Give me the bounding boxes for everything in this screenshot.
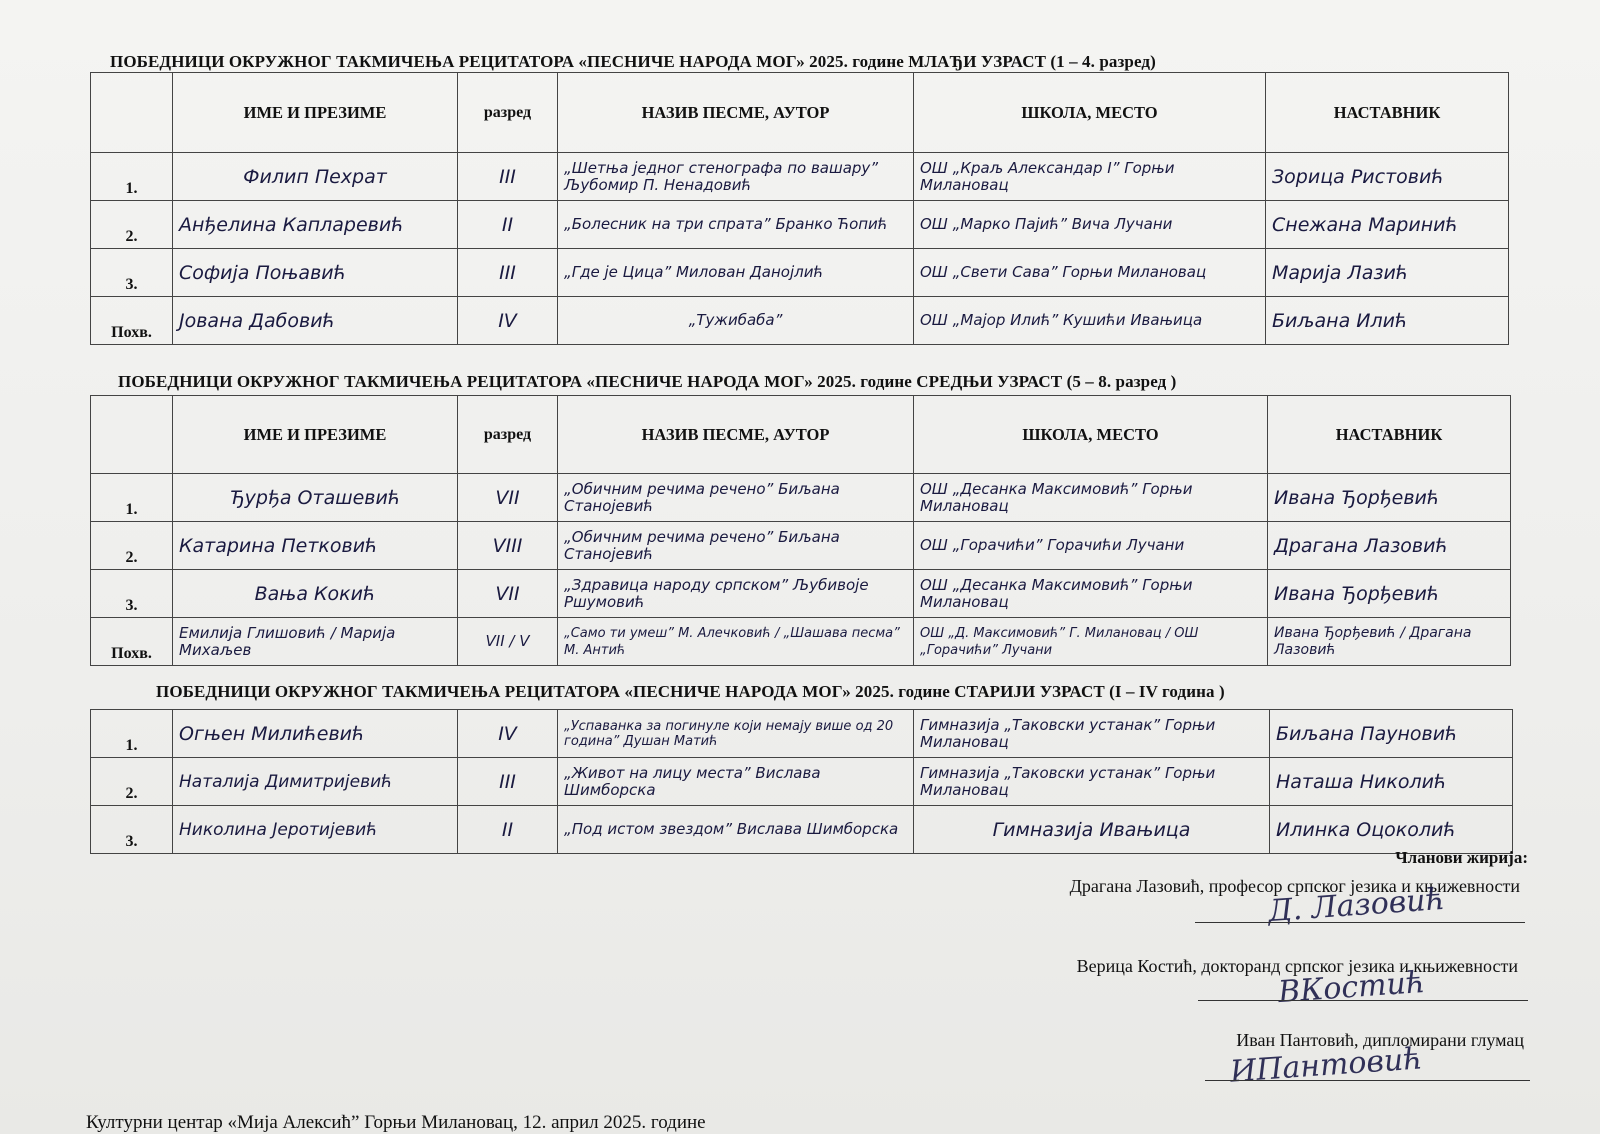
poem-cell: „Где је Цица” Милован Данојлић: [558, 249, 914, 297]
school-cell: ОШ „Горачићи” Горачићи Лучани: [914, 522, 1268, 570]
header-name: ИМЕ И ПРЕЗИМЕ: [173, 73, 458, 153]
grade-cell: III: [458, 153, 558, 201]
table-row: [91, 618, 1511, 666]
header-grade: разред: [458, 73, 558, 153]
jury-title: Чланови жирија:: [1395, 848, 1528, 867]
teacher-cell: Марија Лазић: [1266, 249, 1509, 297]
poem-cell: „Успаванка за погинуле који немају више од 20 година” Душан Матић: [558, 710, 914, 758]
school-cell: Гимназија „Таковски устанак” Горњи Милановац: [914, 710, 1270, 758]
signature-line: [1195, 922, 1525, 923]
teacher-cell: Драгана Лазовић: [1268, 522, 1511, 570]
grade-cell: III: [458, 758, 558, 806]
table-row: [91, 522, 1511, 570]
table-row: [91, 806, 1513, 854]
section-title-junior: ПОБЕДНИЦИ ОКРУЖНОГ ТАКМИЧЕЊА РЕЦИТАТОРА «ПЕСНИЧЕ НАРОДА МОГ» 2025. године МЛАЂИ УЗРАСТ (1 – 4. разред): [110, 52, 1156, 71]
grade-cell: IV: [458, 297, 558, 345]
place-cell: 1.: [91, 153, 173, 201]
grade-cell: VII: [458, 570, 558, 618]
place-cell: 2.: [91, 201, 173, 249]
grade-cell: VII / V: [458, 618, 558, 666]
school-cell: ОШ „Марко Пајић” Вича Лучани: [914, 201, 1266, 249]
name-cell: Јована Дабовић: [173, 297, 458, 345]
teacher-cell: Биљана Илић: [1266, 297, 1509, 345]
jury-signature-1: Д. Лазовић: [1266, 881, 1446, 930]
table-row: [91, 474, 1511, 522]
header-name: ИМЕ И ПРЕЗИМЕ: [173, 396, 458, 474]
name-cell: Вања Кокић: [173, 570, 458, 618]
jury-member-2: Верица Костић, докторанд српског језика и књижевности: [1076, 956, 1518, 976]
school-cell: ОШ „Д. Максимовић” Г. Милановац / ОШ „Горачићи” Лучани: [914, 618, 1268, 666]
teacher-cell: Ивана Ђорђевић: [1268, 474, 1511, 522]
school-cell: Гимназија „Таковски устанак” Горњи Милановац: [914, 758, 1270, 806]
section-title-senior: ПОБЕДНИЦИ ОКРУЖНОГ ТАКМИЧЕЊА РЕЦИТАТОРА «ПЕСНИЧЕ НАРОДА МОГ» 2025. године СТАРИЈИ УЗРАСТ (I – IV година ): [156, 682, 1225, 701]
poem-cell: „Обичним речима речено” Биљана Станојевић: [558, 522, 914, 570]
school-cell: Гимназија Ивањица: [914, 806, 1270, 854]
poem-cell: „Обичним речима речено” Биљана Станојевић: [558, 474, 914, 522]
table-row: [91, 710, 1513, 758]
name-cell: Николина Јеротијевић: [173, 806, 458, 854]
teacher-cell: Снежана Маринић: [1266, 201, 1509, 249]
grade-cell: II: [458, 806, 558, 854]
teacher-cell: Зорица Ристовић: [1266, 153, 1509, 201]
school-cell: ОШ „Десанка Максимовић” Горњи Милановац: [914, 474, 1268, 522]
table-row: [91, 153, 1509, 201]
header-school: ШКОЛА, МЕСТО: [914, 396, 1268, 474]
table-row: [91, 570, 1511, 618]
header-place: [91, 396, 173, 474]
grade-cell: IV: [458, 710, 558, 758]
header-poem: НАЗИВ ПЕСМЕ, АУТОР: [558, 73, 914, 153]
table-header-row: [91, 396, 1511, 474]
header-teacher: НАСТАВНИК: [1268, 396, 1511, 474]
grade-cell: VII: [458, 474, 558, 522]
place-cell: 1.: [91, 710, 173, 758]
jury-member-1: Драгана Лазовић, професор српског језика и књижевности: [1069, 876, 1520, 896]
place-cell: 3.: [91, 249, 173, 297]
table-header-row: [91, 73, 1509, 153]
name-cell: Софија Поњавић: [173, 249, 458, 297]
poem-cell: „Болесник на три спрата” Бранко Ћопић: [558, 201, 914, 249]
jury-member-3: Иван Пантовић, дипломирани глумац: [1236, 1030, 1524, 1050]
school-cell: ОШ „Мајор Илић” Кушићи Ивањица: [914, 297, 1266, 345]
name-cell: Огњен Милићевић: [173, 710, 458, 758]
place-cell: Похв.: [91, 297, 173, 345]
name-cell: Наталија Димитријевић: [173, 758, 458, 806]
poem-cell: „Под истом звездом” Вислава Шимборска: [558, 806, 914, 854]
place-cell: 3.: [91, 806, 173, 854]
header-place: [91, 73, 173, 153]
teacher-cell: Ивана Ђорђевић: [1268, 570, 1511, 618]
signature-line: [1205, 1080, 1530, 1081]
jury-signature-2: ВКостић: [1276, 964, 1427, 1011]
table-row: [91, 758, 1513, 806]
poem-cell: „Само ти умеш” М. Алечковић / „Шашава песма” М. Антић: [558, 618, 914, 666]
grade-cell: VIII: [458, 522, 558, 570]
place-cell: 3.: [91, 570, 173, 618]
poem-cell: „Живот на лицу места” Вислава Шимборска: [558, 758, 914, 806]
name-cell: Анђелина Капларевић: [173, 201, 458, 249]
table-row: [91, 297, 1509, 345]
results-table-junior: [90, 72, 1509, 345]
school-cell: ОШ „Краљ Александар I” Горњи Милановац: [914, 153, 1266, 201]
name-cell: Филип Пехрат: [173, 153, 458, 201]
school-cell: ОШ „Десанка Максимовић” Горњи Милановац: [914, 570, 1268, 618]
header-school: ШКОЛА, МЕСТО: [914, 73, 1266, 153]
table-row: [91, 201, 1509, 249]
place-cell: Похв.: [91, 618, 173, 666]
place-cell: 1.: [91, 474, 173, 522]
jury-signature-3: ИПантовић: [1229, 1041, 1424, 1090]
place-cell: 2.: [91, 522, 173, 570]
teacher-cell: Биљана Пауновић: [1270, 710, 1513, 758]
results-table-middle: [90, 395, 1511, 666]
table-row: [91, 249, 1509, 297]
teacher-cell: Илинка Оцоколић: [1270, 806, 1513, 854]
header-poem: НАЗИВ ПЕСМЕ, АУТОР: [558, 396, 914, 474]
teacher-cell: Ивана Ђорђевић / Драгана Лазовић: [1268, 618, 1511, 666]
poem-cell: „Шетња једног стенографа по вашару” Љубомир П. Ненадовић: [558, 153, 914, 201]
grade-cell: II: [458, 201, 558, 249]
header-grade: разред: [458, 396, 558, 474]
grade-cell: III: [458, 249, 558, 297]
header-teacher: НАСТАВНИК: [1266, 73, 1509, 153]
section-title-middle: ПОБЕДНИЦИ ОКРУЖНОГ ТАКМИЧЕЊА РЕЦИТАТОРА «ПЕСНИЧЕ НАРОДА МОГ» 2025. године СРЕДЊИ УЗРАСТ (5 – 8. разред ): [118, 372, 1177, 391]
name-cell: Катарина Петковић: [173, 522, 458, 570]
name-cell: Емилија Глишовић / Марија Михаљев: [173, 618, 458, 666]
poem-cell: „Здравица народу српском” Љубивоје Ршумовић: [558, 570, 914, 618]
signature-line: [1198, 1000, 1528, 1001]
poem-cell: „Тужибаба”: [558, 297, 914, 345]
name-cell: Ђурђа Оташевић: [173, 474, 458, 522]
school-cell: ОШ „Свети Сава” Горњи Милановац: [914, 249, 1266, 297]
teacher-cell: Наташа Николић: [1270, 758, 1513, 806]
place-cell: 2.: [91, 758, 173, 806]
results-table-senior: [90, 709, 1513, 854]
footer-place-date: Културни центар «Мија Алексић” Горњи Милановац, 12. април 2025. године: [86, 1112, 706, 1133]
